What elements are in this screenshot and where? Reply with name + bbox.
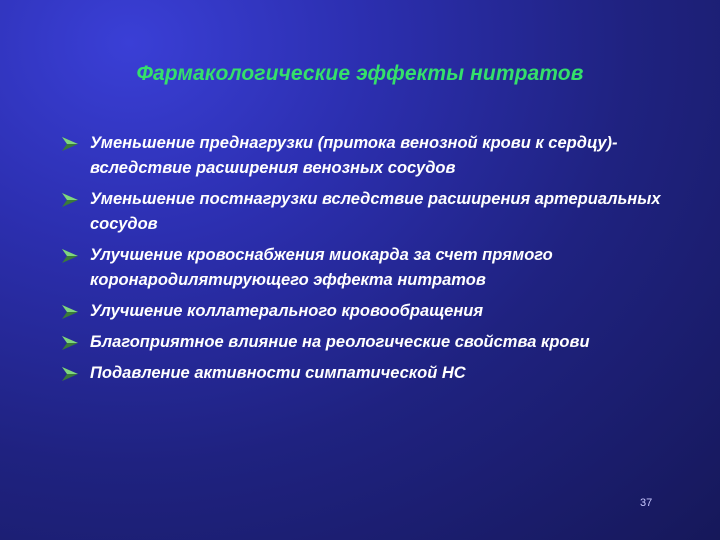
arrow-bullet-icon: [62, 305, 78, 319]
bullet-text: Уменьшение преднагрузки (притока венозной крови к сердцу)- вследствие расширения венозных сосудов: [90, 134, 618, 177]
list-item: [62, 131, 662, 181]
bullet-text: Улучшение кровоснабжения миокарда за счет прямого коронародилятирующего эффекта нитратов: [90, 246, 553, 289]
page-number: 37: [640, 497, 653, 509]
bullet-list: [62, 131, 662, 392]
arrow-bullet-icon: [62, 137, 78, 151]
arrow-bullet-icon: [62, 193, 78, 207]
list-item: [62, 361, 662, 386]
arrow-bullet-icon: [62, 336, 78, 350]
bullet-text: Уменьшение постнагрузки вследствие расширения артериальных сосудов: [90, 190, 661, 233]
arrow-bullet-icon: [62, 367, 78, 381]
list-item: [62, 330, 662, 355]
slide-title: Фармакологические эффекты нитратов: [136, 62, 584, 85]
list-item: [62, 243, 662, 293]
bullet-text: Улучшение коллатерального кровообращения: [90, 302, 484, 320]
list-item: [62, 299, 662, 324]
bullet-text: Благоприятное влияние на реологические свойства крови: [90, 333, 590, 351]
bullet-text: Подавление активности симпатической НС: [90, 364, 466, 382]
arrow-bullet-icon: [62, 249, 78, 263]
list-item: [62, 187, 662, 237]
